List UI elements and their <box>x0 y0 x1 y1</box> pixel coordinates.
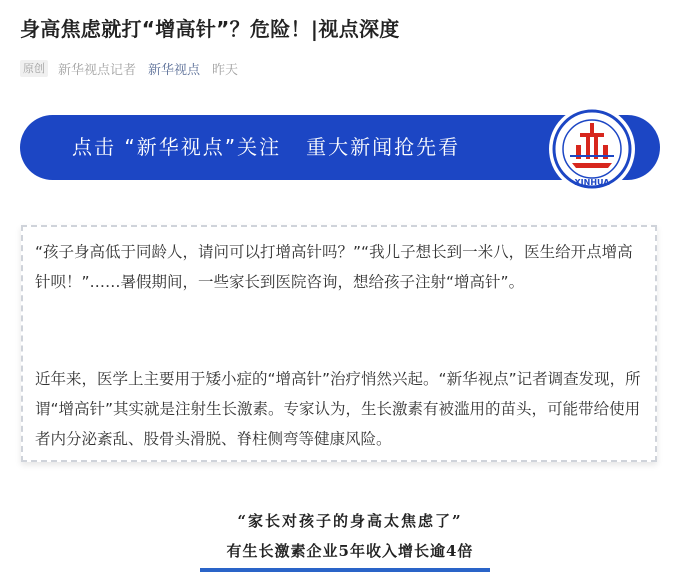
logo-text: XINHUA <box>574 178 610 187</box>
section-heading-underline <box>200 568 490 572</box>
original-badge: 原创 <box>20 60 48 77</box>
section-heading-line-1: “家长对孩子的身高太焦虑了” <box>237 512 463 530</box>
article-title: 身高焦虑就打“增高针”？危险！|视点深度 <box>20 17 400 41</box>
section-heading-line-2: 有生长激素企业5年收入增长逾4倍 <box>226 542 474 560</box>
follow-banner-text: 点击 “新华视点”关注 重大新闻抢先看 <box>72 135 461 159</box>
article-meta <box>20 58 238 78</box>
intro-paragraph-2: 近年来，医学上主要用于矮小症的“增高针”治疗悄然兴起。“新华视点”记者调查发现，所谓“增高针”其实就是注射生长激素。专家认为，生长激素有被滥用的苗头，可能带给使用者内分泌紊乱、股骨头滑脱、脊柱侧弯等健康风险。 <box>35 370 641 448</box>
intro-quote-box <box>21 225 657 462</box>
author-name: 新华视点记者 <box>58 62 137 78</box>
xinhua-logo-icon <box>548 105 636 193</box>
intro-paragraph-1: “孩子身高低于同龄人，请问可以打增高针吗？”“我儿子想长到一米八，医生给开点增高针呗！”……暑假期间，一些家长到医院咨询，想给孩子注射“增高针”。 <box>35 243 633 291</box>
publish-time: 昨天 <box>212 62 239 78</box>
account-name-link[interactable]: 新华视点 <box>148 62 201 78</box>
